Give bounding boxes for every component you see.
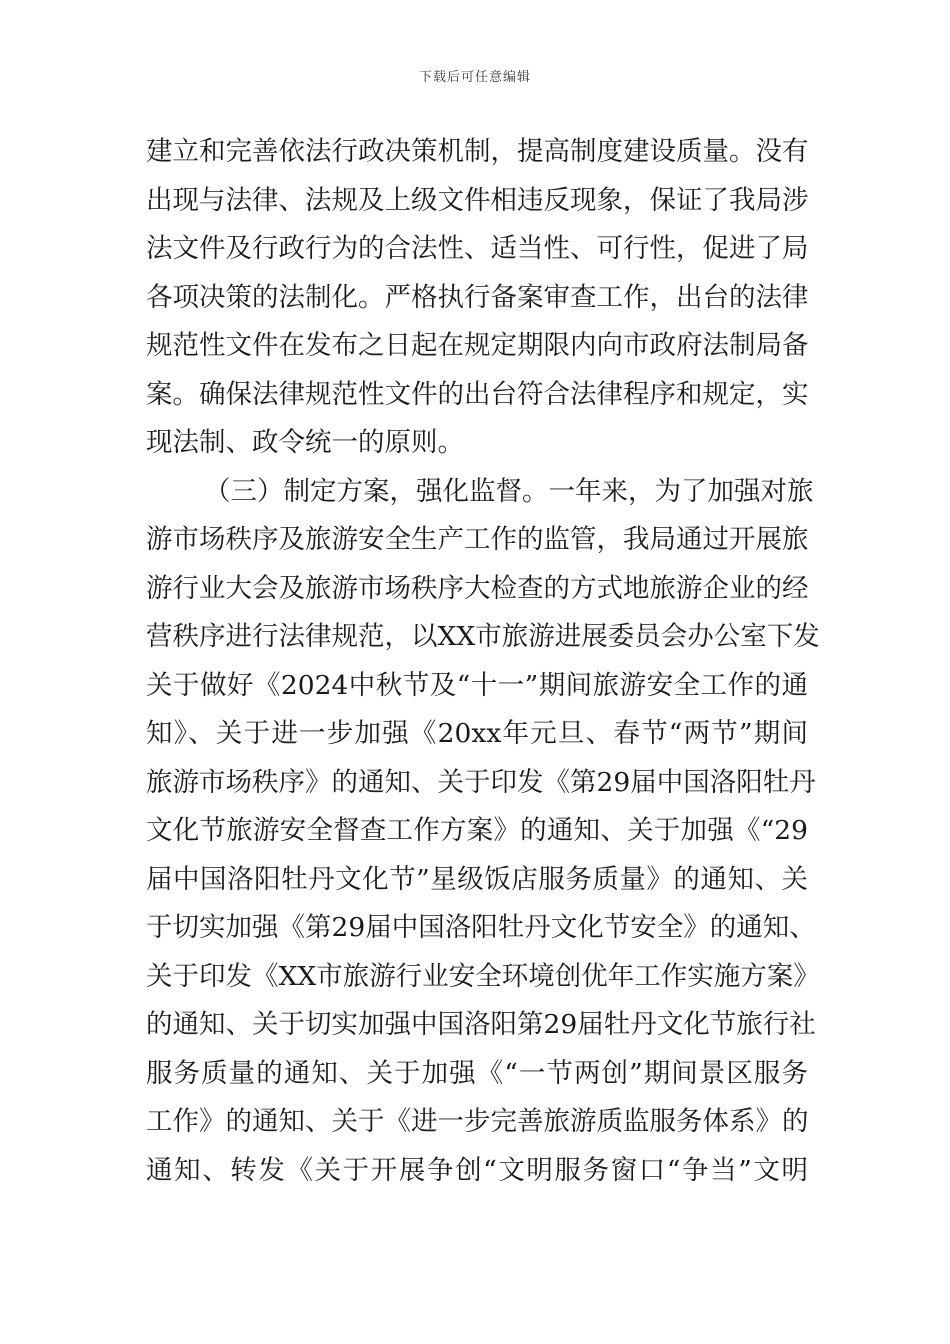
- text-line: 知》、关于进一步加强《20xx年元旦、春节“两节”期间: [146, 718, 808, 749]
- text-line: 游市场秩序及旅游安全生产工作的监管，我局通过开展旅: [146, 524, 809, 555]
- text-line: 规范性文件在发布之日起在规定期限内向市政府法制局备: [146, 330, 809, 361]
- text-line: 届中国洛阳牡丹文化节”星级饭店服务质量》的通知、关: [146, 863, 808, 895]
- text-line: 的通知、关于切实加强中国洛阳第29届牡丹文化节旅行社: [146, 1009, 816, 1040]
- text-line: 建立和完善依法行政决策机制，提高制度建设质量。没有: [146, 136, 809, 167]
- text-line: 旅游市场秩序》的通知、关于印发《第29届中国洛阳牡丹: [146, 766, 816, 798]
- document-body: [146, 128, 820, 1195]
- text-line: 营秩序进行法律规范，以XX市旅游进展委员会办公室下发: [146, 621, 820, 652]
- text-line: 通知、转发《关于开展争创“文明服务窗口“争当”文明: [146, 1154, 808, 1186]
- text-line: 关于印发《XX市旅游行业安全环境创优年工作实施方案》: [146, 960, 820, 992]
- text-line: 各项决策的法制化。严格执行备案审查工作，出台的法律: [146, 281, 809, 313]
- text-line: （三）制定方案，强化监督。一年来，为了加强对旅: [204, 475, 814, 507]
- text-line: 文化节旅游安全督查工作方案》的通知、关于加强《“29: [146, 815, 808, 846]
- text-line: 关于做好《2024中秋节及“十一”期间旅游安全工作的通: [146, 669, 808, 701]
- text-line: 案。确保法律规范性文件的出台符合法律程序和规定，实: [146, 378, 809, 410]
- page-header: 下载后可任意编辑: [418, 70, 531, 85]
- text-line: 现法制、政令统一的原则。: [146, 427, 464, 458]
- paragraph-2: [146, 468, 820, 1196]
- text-line: 法文件及行政行为的合法性、适当性、可行性，促进了局: [146, 233, 809, 264]
- text-line: 游行业大会及旅游市场秩序大检查的方式地旅游企业的经: [146, 572, 809, 604]
- paragraph-1: [146, 128, 808, 468]
- text-line: 工作》的通知、关于《进一步完善旅游质监服务体系》的: [146, 1106, 809, 1137]
- text-line: 于切实加强《第29届中国洛阳牡丹文化节安全》的通知、: [146, 912, 816, 943]
- text-line: 服务质量的通知、关于加强《“一节两创”期间景区服务: [146, 1057, 808, 1089]
- text-line: 出现与法律、法规及上级文件相违反现象，保证了我局涉: [146, 184, 809, 216]
